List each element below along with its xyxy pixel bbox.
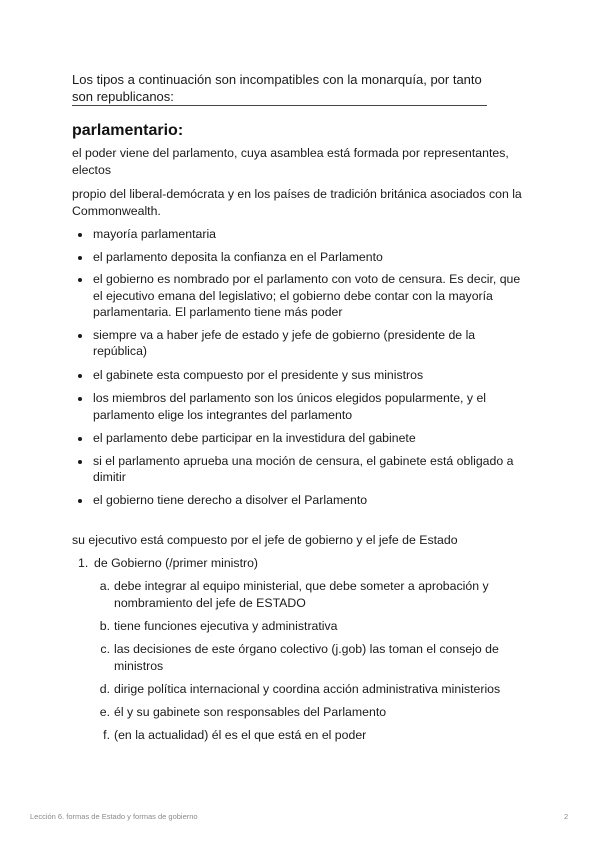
sub-marker: c. xyxy=(100,642,110,656)
bullet-item: el gobierno es nombrado por el parlamento con voto de censura. Es decir, que el ejecutivo emana del legislativo; el gobierno debe contar con la mayoría parlamentaria. El parlamento tiene más poder xyxy=(72,271,532,321)
sub-item xyxy=(97,618,517,635)
sub-text: dirige política internacional y coordina acción administrativa ministerios xyxy=(114,682,501,696)
sub-marker: f. xyxy=(103,728,110,742)
sub-text: debe integrar al equipo ministerial, que debe someter a aprobación y nombramiento del jefe de ESTADO xyxy=(114,579,489,610)
sub-marker: a. xyxy=(99,579,110,593)
paragraph-executive: su ejecutivo está compuesto por el jefe de gobierno y el jefe de Estado xyxy=(72,533,458,547)
footer-title: Lección 6. formas de Estado y formas de gobierno xyxy=(30,812,198,821)
bullet-item: el parlamento debe participar en la investidura del gabinete xyxy=(72,430,532,447)
numbered-text: de Gobierno (/primer ministro) xyxy=(94,556,259,570)
section-heading: parlamentario: xyxy=(72,122,184,139)
bullet-list xyxy=(72,226,532,508)
sub-item xyxy=(97,704,517,721)
bullet-item: siempre va a haber jefe de estado y jefe de gobierno (presidente de la república) xyxy=(72,327,532,360)
paragraph-origin: el poder viene del parlamento, cuya asamblea está formada por representantes, electos xyxy=(72,146,509,177)
numbered-marker: 1. xyxy=(78,556,89,570)
sub-text: (en la actualidad) él es el que está en el poder xyxy=(114,728,367,742)
sub-text: las decisiones de este órgano colectivo (j.gob) las toman el consejo de ministros xyxy=(114,642,499,673)
sub-marker: d. xyxy=(99,682,110,696)
sub-list xyxy=(97,578,517,744)
page-number: 2 xyxy=(564,812,569,821)
bullet-item: si el parlamento aprueba una moción de censura, el gabinete está obligado a dimitir xyxy=(72,453,532,486)
sub-item xyxy=(97,641,517,675)
intro-underline xyxy=(72,105,487,106)
bullet-item: los miembros del parlamento son los únicos elegidos popularmente, y el parlamento elige los integrantes del parlamento xyxy=(72,390,532,423)
sub-item xyxy=(97,578,517,612)
bullet-item: el parlamento deposita la confianza en el Parlamento xyxy=(72,249,532,266)
sub-marker: e. xyxy=(99,705,110,719)
sub-marker: b. xyxy=(99,619,110,633)
sub-item xyxy=(97,727,517,744)
sub-item xyxy=(97,681,517,698)
paragraph-tradition: propio del liberal-demócrata y en los países de tradición británica asociados con la Commonwealth. xyxy=(72,187,522,218)
bullet-item: mayoría parlamentaria xyxy=(72,226,532,243)
numbered-item xyxy=(78,555,258,572)
sub-text: tiene funciones ejecutiva y administrativa xyxy=(114,619,338,633)
bullet-item: el gobierno tiene derecho a disolver el Parlamento xyxy=(72,492,532,509)
bullet-item: el gabinete esta compuesto por el presidente y sus ministros xyxy=(72,367,532,384)
intro-text: Los tipos a continuación son incompatibles con la monarquía, por tanto son republicanos: xyxy=(72,72,482,104)
sub-text: él y su gabinete son responsables del Parlamento xyxy=(114,705,387,719)
